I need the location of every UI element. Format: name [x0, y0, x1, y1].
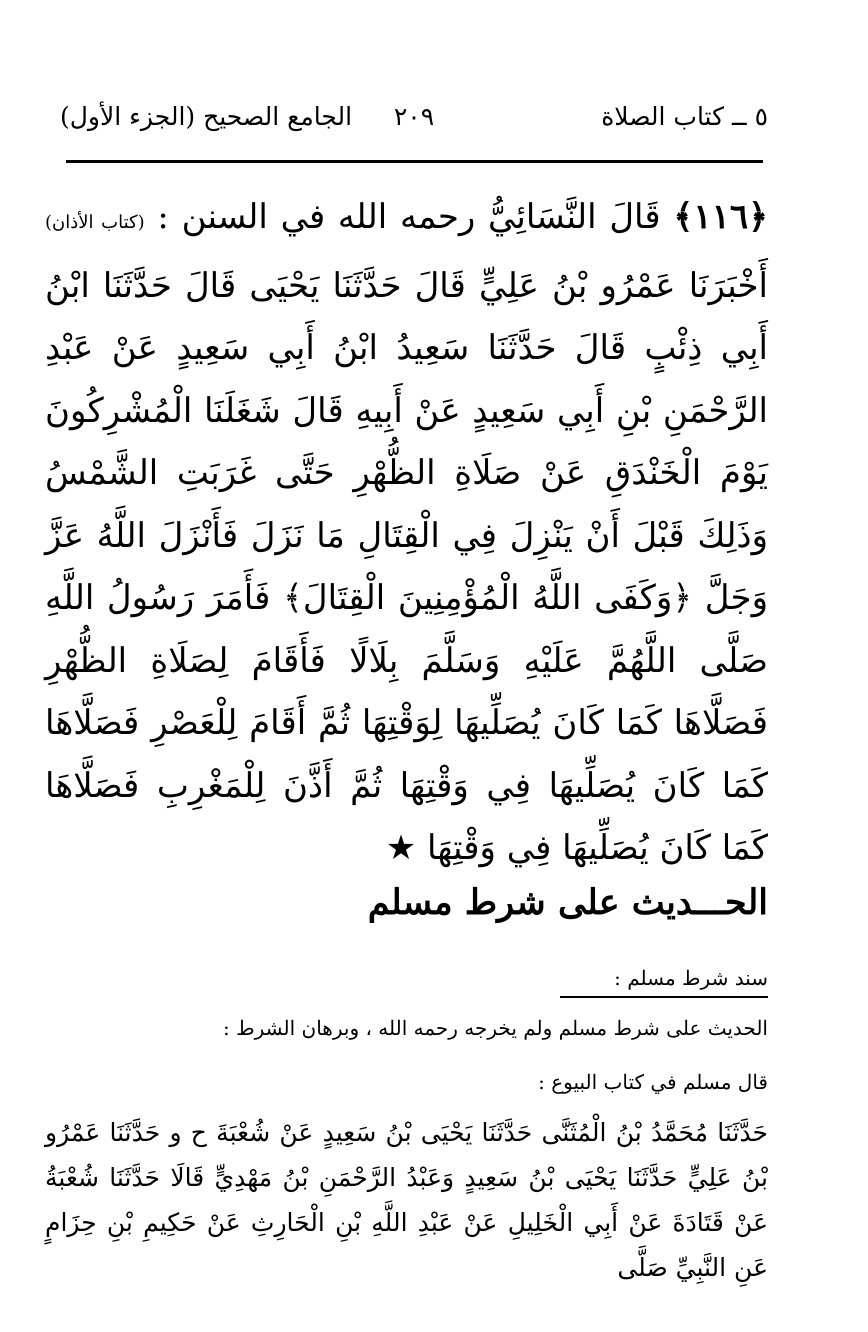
hadith-number: ﴿١١٦﴾: [673, 197, 769, 237]
header-divider: [66, 160, 763, 163]
page-header: [60, 102, 768, 142]
hadith-reference: (كتاب الأذان): [45, 212, 145, 233]
book-title: الجامع الصحيح (الجزء الأول): [60, 102, 353, 131]
hadith-ruling: الحـــديث على شرط مسلم: [367, 882, 768, 923]
hadith-body: أَخْبَرَنَا عَمْرُو بْنُ عَلِيٍّ قَالَ حَدَّثَنَا يَحْيَى قَالَ حَدَّثَنَا ابْنُ أَبِي ذِئْبٍ قَالَ حَدَّثَنَا سَعِيدُ ابْنُ أَبِي سَعِيدٍ عَنْ عَبْدِ الرَّحْمَنِ بْنِ أَبِي سَعِيدٍ عَنْ أَبِيهِ قَالَ شَغَلَنَا الْمُشْرِكُونَ يَوْمَ الْخَنْدَقِ عَنْ صَلَاةِ الظُّهْرِ حَتَّى غَرَبَتِ الشَّمْسُ وَذَلِكَ قَبْلَ أَنْ يَنْزِلَ فِي الْقِتَالِ مَا نَزَلَ فَأَنْزَلَ اللَّهُ عَزَّ وَجَلَّ ﴿وَكَفَى اللَّهُ الْمُؤْمِنِينَ الْقِتَالَ﴾ فَأَمَرَ رَسُولُ اللَّهِ صَلَّى اللَّهُمَّ عَلَيْهِ وَسَلَّمَ بِلَالًا فَأَقَامَ لِصَلَاةِ الظُّهْرِ فَصَلَّاهَا كَمَا كَانَ يُصَلِّيهَا لِوَقْتِهَا ثُمَّ أَقَامَ لِلْعَصْرِ فَصَلَّاهَا كَمَا كَانَ يُصَلِّيهَا فِي وَقْتِهَا ثُمَّ أَذَّنَ لِلْمَغْرِبِ فَصَلَّاهَا كَمَا كَانَ يُصَلِّيهَا فِي وَقْتِهَا ★: [45, 265, 768, 868]
chapter-title: ٥ ــ كتاب الصلاة: [601, 102, 768, 131]
isnad-chain-text: حَدَّثَنَا مُحَمَّدُ بْنُ الْمُثَنَّى حَدَّثَنَا يَحْيَى بْنُ سَعِيدٍ عَنْ شُعْبَةَ ح و حَدَّثَنَا عَمْرُو بْنُ عَلِيٍّ حَدَّثَنَا يَحْيَى بْنُ سَعِيدٍ وَعَبْدُ الرَّحْمَنِ بْنُ مَهْدِيٍّ قَالَا حَدَّثَنَا شُعْبَةُ عَنْ قَتَادَةَ عَنْ أَبِي الْخَلِيلِ عَنْ عَبْدِ اللَّهِ بْنِ الْحَارِثِ عَنْ حَكِيمِ بْنِ حِزَامٍ عَنِ النَّبِيِّ صَلَّى: [45, 1118, 768, 1282]
sanad-heading: سند شرط مسلم :: [560, 966, 768, 998]
page-number: ٢٠٩: [393, 102, 435, 131]
hadith-intro: قَالَ النَّسَائِيُّ رحمه الله في السنن :: [157, 197, 661, 237]
muslim-source-note: قال مسلم في كتاب البيوع :: [538, 1070, 768, 1094]
ruling-note: الحديث على شرط مسلم ولم يخرجه رحمه الله ، وبرهان الشرط :: [223, 1016, 768, 1040]
hadith-text-block: [45, 186, 768, 880]
